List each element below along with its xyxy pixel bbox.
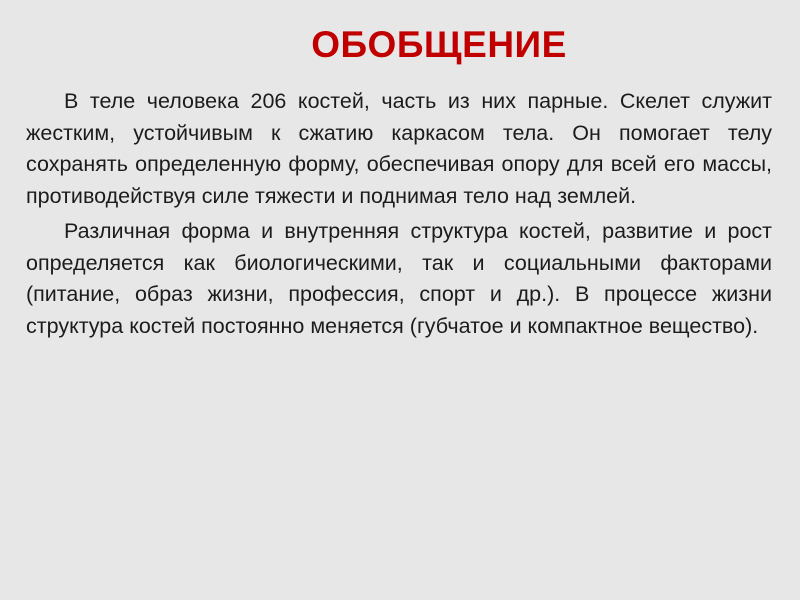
slide-title: ОБОБЩЕНИЕ: [311, 24, 567, 65]
paragraph-bone-structure: Различная форма и внутренняя структура костей, развитие и рост определяется как биологическими, так и социальными факторами (питание, образ жизни, профессия, спорт и др.). В процессе жизни структура костей постоянно меняется (губчатое и компактное вещество).: [26, 219, 772, 338]
slide-body: [26, 86, 772, 346]
paragraph-skeleton-overview: В теле человека 206 костей, часть из них парные. Скелет служит жестким, устойчивым к сжатию каркасом тела. Он помогает телу сохранять определенную форму, обеспечивая опору для всей его массы, противодействуя силе тяжести и поднимая тело над землей.: [26, 89, 772, 208]
